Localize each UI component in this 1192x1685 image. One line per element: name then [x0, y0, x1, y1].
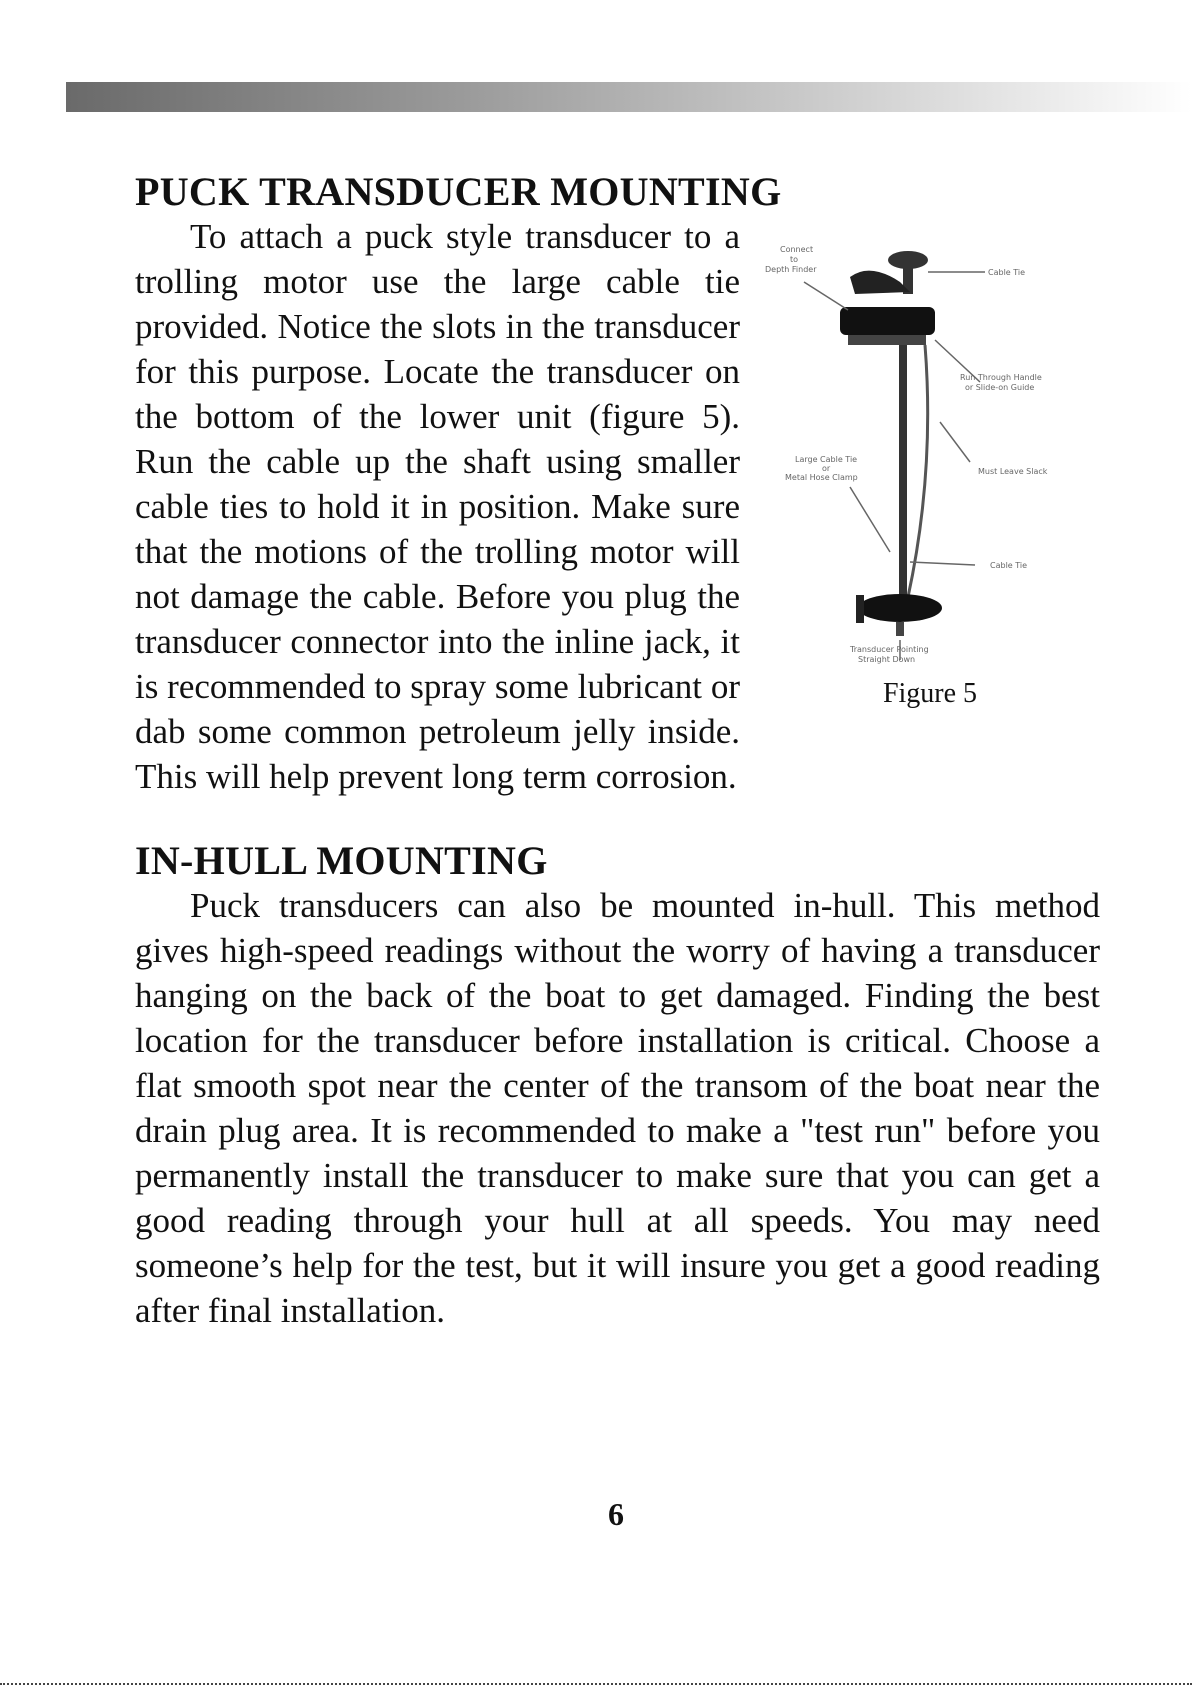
label-cable-tie-bottom: Cable Tie	[990, 561, 1028, 570]
svg-text:Straight Down: Straight Down	[858, 655, 916, 664]
page-content	[135, 170, 1100, 1333]
label-transducer-pointing: Transducer Pointing	[850, 645, 929, 654]
in-hull-paragraph: Puck transducers can also be mounted in-hull. This method gives high-speed readings without the worry of having a transducer hanging on the back of the boat to get damaged. Finding the best location for the transducer before installation is critical. Choose a flat smooth spot near the center of the transom of the boat near the drain plug area. It is recommended to make a "test run" before you permanently install the transducer to make sure that you can get a good reading through your hull at all speeds. You may need someone’s help for the test, but it will insure you get a good reading after final installation.	[135, 886, 1100, 1330]
label-large-cable-tie: Large Cable Tie	[795, 455, 858, 464]
page-number: 6	[608, 1496, 624, 1532]
section-title-puck-transducer: PUCK TRANSDUCER MOUNTING	[135, 169, 782, 214]
label-run-through: Run Through Handle	[960, 373, 1042, 382]
figure-caption: Figure 5	[882, 678, 978, 709]
label-metal-hose-clamp: Metal Hose Clamp	[785, 473, 858, 482]
svg-text:or Slide-on Guide: or Slide-on Guide	[965, 383, 1035, 392]
svg-text:or: or	[822, 464, 831, 473]
puck-transducer-paragraph: To attach a puck style transducer to a trolling motor use the large cable tie provided. Notice the slots in the transducer for this purpose. Locate the transducer on the bottom of the lower unit (figure 5). Run the cable up the shaft using smaller cable ties to hold it in position. Make sure that the motions of the trolling motor will not damage the cable. Before you plug the transducer connector into the inline jack, it is recommended to spray some lubricant or dab some common petroleum jelly inside. This will help prevent long term corrosion.	[135, 217, 740, 796]
label-cable-tie-top: Cable Tie	[988, 268, 1026, 277]
figure-5	[760, 222, 1100, 722]
trolling-motor-diagram	[760, 222, 1100, 672]
label-connect: Connect	[780, 245, 814, 254]
label-depth-finder: Depth Finder	[765, 265, 817, 274]
svg-text:to: to	[790, 255, 799, 264]
section-title-in-hull: IN-HULL MOUNTING	[135, 838, 548, 883]
label-must-leave-slack: Must Leave Slack	[978, 467, 1048, 476]
header-gradient-bar	[66, 82, 1192, 112]
